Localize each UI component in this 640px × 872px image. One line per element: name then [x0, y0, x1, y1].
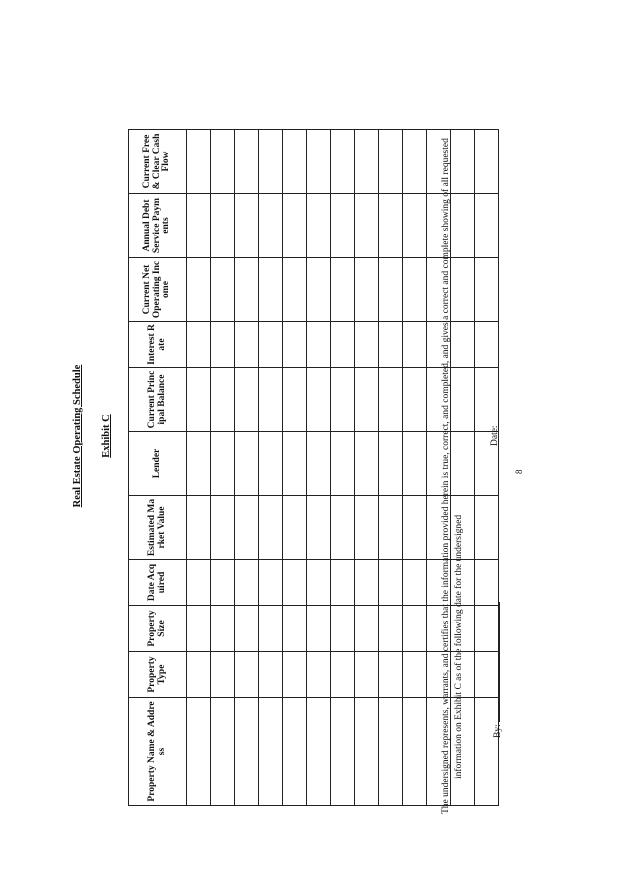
table-cell[interactable]: [379, 432, 403, 496]
table-cell[interactable]: [403, 560, 427, 606]
table-header-row: [129, 130, 187, 806]
certification-text: [440, 114, 466, 814]
table-cell[interactable]: [283, 258, 307, 322]
table-cell[interactable]: [211, 496, 235, 560]
table-cell[interactable]: [403, 496, 427, 560]
table-cell[interactable]: [235, 496, 259, 560]
column-header: Date Acquired: [129, 560, 187, 606]
table-cell[interactable]: [355, 130, 379, 194]
table-cell[interactable]: [355, 652, 379, 698]
table-row: [187, 130, 211, 806]
table-cell[interactable]: [475, 194, 499, 258]
table-cell[interactable]: [331, 496, 355, 560]
table-cell[interactable]: [403, 368, 427, 432]
table-cell[interactable]: [331, 322, 355, 368]
table-cell[interactable]: [331, 194, 355, 258]
table-cell[interactable]: [211, 560, 235, 606]
table-cell[interactable]: [187, 432, 211, 496]
table-cell[interactable]: [259, 432, 283, 496]
table-cell[interactable]: [331, 368, 355, 432]
table-cell[interactable]: [235, 322, 259, 368]
table-cell[interactable]: [475, 560, 499, 606]
table-cell[interactable]: [403, 652, 427, 698]
table-cell[interactable]: [187, 130, 211, 194]
column-header: Property Name & Address: [129, 698, 187, 806]
table-row: [379, 130, 403, 806]
table-cell[interactable]: [235, 194, 259, 258]
table-cell[interactable]: [355, 368, 379, 432]
column-header: Estimated Market Value: [129, 496, 187, 560]
table-cell[interactable]: [283, 194, 307, 258]
table-cell[interactable]: [331, 258, 355, 322]
table-cell[interactable]: [211, 258, 235, 322]
table-row: [331, 130, 355, 806]
table-cell[interactable]: [379, 560, 403, 606]
table-cell[interactable]: [307, 698, 331, 806]
column-header: Current Principal Balance: [129, 368, 187, 432]
table-cell[interactable]: [355, 194, 379, 258]
table-cell[interactable]: [307, 496, 331, 560]
table-cell[interactable]: [211, 652, 235, 698]
table-cell[interactable]: [307, 258, 331, 322]
table-cell[interactable]: [379, 496, 403, 560]
signature-by: [490, 602, 503, 738]
table-cell[interactable]: [187, 368, 211, 432]
column-header: Property Size: [129, 606, 187, 652]
signature-line[interactable]: [490, 602, 500, 722]
table-cell[interactable]: [211, 432, 235, 496]
table-cell[interactable]: [403, 130, 427, 194]
column-header: Annual Debt Service Payments: [129, 194, 187, 258]
table-cell[interactable]: [283, 130, 307, 194]
table-cell[interactable]: [379, 698, 403, 806]
table-cell[interactable]: [355, 606, 379, 652]
table-cell[interactable]: [235, 560, 259, 606]
table-cell[interactable]: [211, 606, 235, 652]
table-cell[interactable]: [211, 322, 235, 368]
exhibit-label: Exhibit C: [101, 414, 112, 458]
table-cell[interactable]: [211, 368, 235, 432]
table-cell[interactable]: [331, 560, 355, 606]
table-cell[interactable]: [379, 258, 403, 322]
rotated-document-page: [70, 66, 570, 814]
table-cell[interactable]: [379, 322, 403, 368]
table-cell[interactable]: [331, 698, 355, 806]
table-cell[interactable]: [235, 368, 259, 432]
table-cell[interactable]: [259, 130, 283, 194]
table-cell[interactable]: [259, 606, 283, 652]
table-cell[interactable]: [475, 130, 499, 194]
table-cell[interactable]: [307, 432, 331, 496]
table-row: [211, 130, 235, 806]
table-cell[interactable]: [307, 130, 331, 194]
table-row: [235, 130, 259, 806]
table-cell[interactable]: [403, 258, 427, 322]
table-cell[interactable]: [283, 652, 307, 698]
table-cell[interactable]: [403, 606, 427, 652]
table-cell[interactable]: [283, 368, 307, 432]
table-cell[interactable]: [187, 258, 211, 322]
table-cell[interactable]: [355, 560, 379, 606]
table-cell[interactable]: [283, 496, 307, 560]
table-cell[interactable]: [379, 368, 403, 432]
table-cell[interactable]: [235, 652, 259, 698]
table-cell[interactable]: [187, 698, 211, 806]
table-cell[interactable]: [355, 496, 379, 560]
table-cell[interactable]: [475, 258, 499, 322]
schedule-title: Real Estate Operating Schedule: [72, 364, 83, 508]
table-cell[interactable]: [259, 652, 283, 698]
table-row: [403, 130, 427, 806]
table-cell[interactable]: [235, 130, 259, 194]
table-cell[interactable]: [331, 606, 355, 652]
table-cell[interactable]: [235, 698, 259, 806]
table-cell[interactable]: [259, 368, 283, 432]
table-cell[interactable]: [259, 258, 283, 322]
table-cell[interactable]: [187, 560, 211, 606]
table-cell[interactable]: [355, 258, 379, 322]
table-cell[interactable]: [379, 194, 403, 258]
certification-line: information on Exhibit C as of the following date for the undersigned: [454, 514, 464, 779]
table-cell[interactable]: [259, 496, 283, 560]
table-cell[interactable]: [475, 496, 499, 560]
table-cell[interactable]: [283, 432, 307, 496]
certification-line: The undersigned represents, warrants, and certifies that the information provided herein is true, correct, and completed, and gives a correct and complete showing of all requested: [441, 138, 451, 814]
column-header: Current Net Operating Income: [129, 258, 187, 322]
page-number: 8: [514, 469, 524, 474]
table-cell[interactable]: [283, 560, 307, 606]
table-cell[interactable]: [475, 322, 499, 368]
table-cell[interactable]: [259, 322, 283, 368]
table-cell[interactable]: [403, 432, 427, 496]
date-label: Date:: [490, 425, 500, 446]
table-cell[interactable]: [211, 194, 235, 258]
table-cell[interactable]: [259, 194, 283, 258]
table-cell[interactable]: [211, 130, 235, 194]
table-cell[interactable]: [355, 698, 379, 806]
table-cell[interactable]: [235, 432, 259, 496]
table-cell[interactable]: [331, 432, 355, 496]
table-cell[interactable]: [187, 652, 211, 698]
table-row: [355, 130, 379, 806]
by-label: By:: [493, 724, 503, 738]
table-cell[interactable]: [379, 130, 403, 194]
table-row: [259, 130, 283, 806]
table-cell[interactable]: [283, 322, 307, 368]
table-row: [283, 130, 307, 806]
table-cell[interactable]: [307, 322, 331, 368]
table-cell[interactable]: [379, 606, 403, 652]
table-cell[interactable]: [187, 322, 211, 368]
table-cell[interactable]: [307, 560, 331, 606]
column-header: Current Free & Clear Cash Flow: [129, 130, 187, 194]
table-cell[interactable]: [187, 496, 211, 560]
table-cell[interactable]: [259, 560, 283, 606]
table-cell[interactable]: [307, 652, 331, 698]
table-cell[interactable]: [259, 698, 283, 806]
table-cell[interactable]: [355, 322, 379, 368]
table-cell[interactable]: [403, 194, 427, 258]
column-header: Interest Rate: [129, 322, 187, 368]
table-cell[interactable]: [187, 606, 211, 652]
table-cell[interactable]: [307, 368, 331, 432]
table-cell[interactable]: [355, 432, 379, 496]
table-cell[interactable]: [283, 698, 307, 806]
table-cell[interactable]: [187, 194, 211, 258]
table-cell[interactable]: [235, 258, 259, 322]
table-cell[interactable]: [211, 698, 235, 806]
table-cell[interactable]: [403, 698, 427, 806]
table-cell[interactable]: [307, 194, 331, 258]
column-header: Lender: [129, 432, 187, 496]
table-cell[interactable]: [331, 652, 355, 698]
table-cell[interactable]: [475, 368, 499, 432]
table-cell[interactable]: [379, 652, 403, 698]
table-cell[interactable]: [331, 130, 355, 194]
table-cell[interactable]: [235, 606, 259, 652]
table-cell[interactable]: [403, 322, 427, 368]
table-cell[interactable]: [307, 606, 331, 652]
table-row: [307, 130, 331, 806]
table-cell[interactable]: [283, 606, 307, 652]
column-header: Property Type: [129, 652, 187, 698]
